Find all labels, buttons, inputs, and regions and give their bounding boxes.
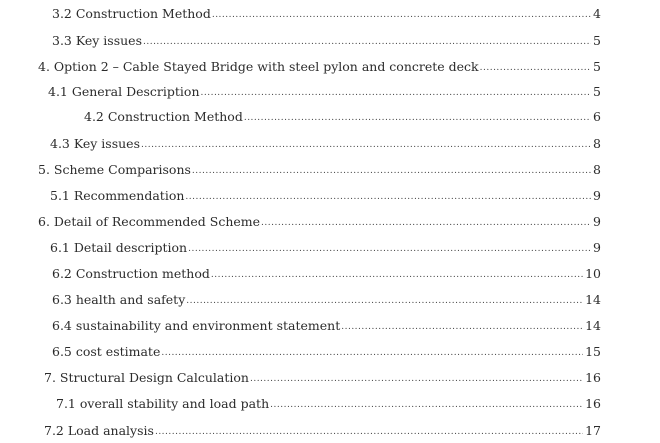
toc-entry-6[interactable] (38, 211, 601, 233)
dot-leader (212, 4, 591, 26)
toc-page-number: 9 (593, 188, 601, 203)
toc-page-number: 8 (593, 136, 601, 151)
toc-entry-6-3[interactable] (52, 289, 601, 311)
toc-entry-label: 7.2 Load analysis (44, 423, 154, 438)
toc-entry-label: 7.1 overall stability and load path (56, 396, 270, 411)
toc-page-number: 10 (585, 266, 601, 281)
toc-page-number: 4 (593, 6, 601, 21)
toc-entry-label: 5.1 Recommendation (50, 188, 185, 203)
toc-page-number: 6 (593, 109, 601, 124)
toc-entry-label: 4.2 Construction Method (84, 109, 243, 124)
toc-entry-3-2[interactable] (52, 3, 601, 25)
toc-page-number: 5 (593, 84, 601, 99)
toc-entry-3-3[interactable] (52, 30, 601, 52)
toc-entry-7[interactable] (44, 367, 601, 389)
dot-leader (186, 290, 583, 312)
toc-page-number: 8 (593, 162, 601, 177)
toc-entry-4-3[interactable] (50, 133, 601, 155)
toc-page-number: 14 (585, 318, 601, 333)
toc-entry-label: 5. Scheme Comparisons (38, 162, 191, 177)
toc-entry-label: 7. Structural Design Calculation (44, 370, 249, 385)
toc-page-number: 14 (585, 292, 601, 307)
toc-page-number: 16 (585, 370, 601, 385)
toc-entry-6-4[interactable] (52, 315, 601, 337)
toc-entry-4[interactable] (38, 56, 601, 78)
toc-entry-label: 3.2 Construction Method (52, 6, 211, 21)
dot-leader (161, 342, 583, 364)
toc-entry-label: 6. Detail of Recommended Scheme (38, 214, 261, 229)
toc-entry-5[interactable] (38, 159, 601, 181)
dot-leader (185, 186, 591, 208)
dot-leader (141, 134, 591, 156)
toc-entry-label: 3.3 Key issues (52, 33, 142, 48)
toc-entry-4-1[interactable] (48, 81, 601, 103)
toc-entry-label: 6.5 cost estimate (52, 344, 161, 359)
toc-page-number: 15 (585, 344, 601, 359)
dot-leader (261, 212, 591, 234)
toc-entry-6-5[interactable] (52, 341, 601, 363)
dot-leader (480, 57, 591, 79)
dot-leader (188, 238, 591, 260)
toc-entry-7-2[interactable] (44, 420, 601, 442)
dot-leader (244, 107, 591, 129)
toc-entry-7-1[interactable] (56, 393, 601, 415)
toc-entry-label: 4.3 Key issues (50, 136, 140, 151)
toc-page-number: 16 (585, 396, 601, 411)
dot-leader (201, 82, 592, 104)
toc-entry-5-1[interactable] (50, 185, 601, 207)
dot-leader (211, 264, 583, 286)
toc-entry-6-1[interactable] (50, 237, 601, 259)
toc-entry-label: 6.3 health and safety (52, 292, 186, 307)
dot-leader (341, 316, 583, 338)
dot-leader (270, 394, 583, 416)
toc-page-number: 17 (585, 423, 601, 438)
toc-entry-label: 4.1 General Description (48, 84, 200, 99)
toc-page-number: 5 (593, 33, 601, 48)
dot-leader (250, 368, 583, 390)
toc-page-number: 9 (593, 214, 601, 229)
toc-entry-label: 6.2 Construction method (52, 266, 210, 281)
toc-entry-label: 6.1 Detail description (50, 240, 188, 255)
toc-page-number: 5 (593, 59, 601, 74)
toc-entry-6-2[interactable] (52, 263, 601, 285)
dot-leader (143, 31, 591, 53)
dot-leader (192, 160, 591, 182)
toc-entry-label: 6.4 sustainability and environment statement (52, 318, 341, 333)
toc-page-number: 9 (593, 240, 601, 255)
toc-entry-4-2[interactable] (84, 106, 601, 128)
toc-entry-label: 4. Option 2 – Cable Stayed Bridge with steel pylon and concrete deck (38, 59, 479, 74)
